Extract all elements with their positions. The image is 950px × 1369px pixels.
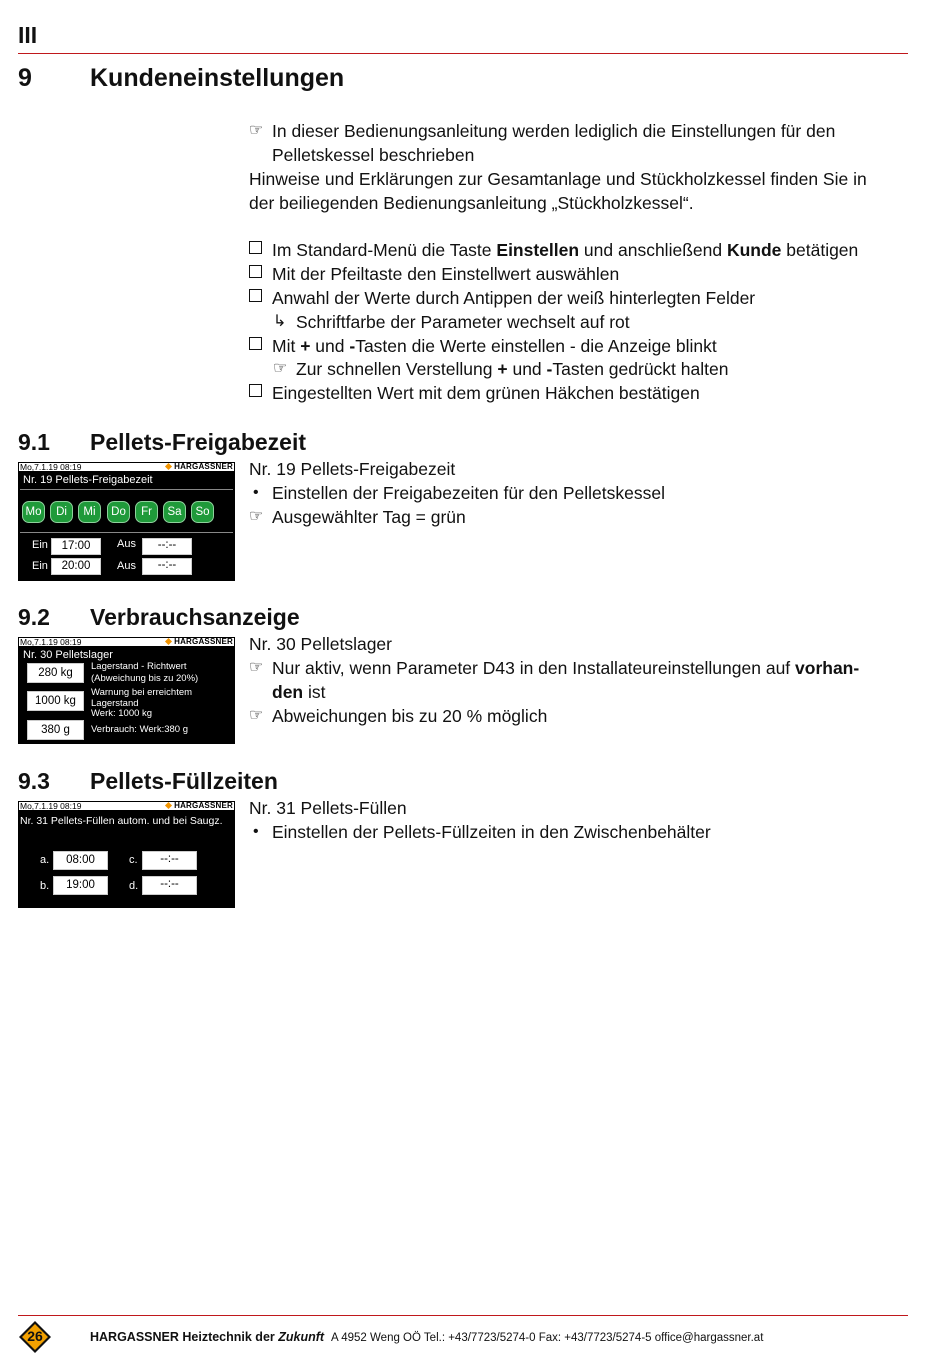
bullet-icon: • (253, 823, 259, 840)
off-time-field-1[interactable]: --:-- (142, 538, 192, 555)
subsection-title: Pellets-Freigabezeit (90, 429, 307, 455)
brand-diamond-icon (165, 802, 172, 809)
warning-level-desc: Warnung bei erreichtem (91, 687, 193, 698)
brand-diamond-icon (165, 463, 172, 470)
subsection-title: Pellets-Füllzeiten (90, 768, 278, 794)
section-title: Kundeneinstellungen (90, 64, 345, 92)
day-button-do[interactable]: Do (107, 501, 130, 523)
brand-logo: HARGASSNER (166, 463, 233, 471)
off-label: Aus (117, 560, 136, 572)
day-button-mi[interactable]: Mi (78, 501, 101, 523)
consumption-field[interactable]: 380 g (27, 720, 84, 740)
intro-line: Pelletskessel beschrieben (272, 145, 475, 165)
pointing-hand-icon: ☞ (273, 360, 288, 377)
brand-logo: HARGASSNER (166, 638, 233, 646)
slot-label-d: d. (129, 880, 139, 892)
off-label: Aus (117, 538, 136, 550)
slot-label-a: a. (40, 854, 50, 866)
intro-line: In dieser Bedienungsanleitung werden lediglich die Einstellungen für den (272, 121, 836, 141)
bullet-icon: • (253, 484, 259, 501)
screen-divider (20, 532, 233, 533)
subsection-title: Verbrauchsanzeige (90, 604, 300, 630)
checkbox-icon (249, 238, 262, 262)
screen-datetime: Mo,7.1.19 08:19 (20, 462, 82, 472)
brand-diamond-icon (165, 638, 172, 645)
bullet-item: Einstellen der Pellets-Füllzeiten in den Zwischenbehälter (272, 822, 711, 842)
storage-level-desc: (Abweichung bis zu 20%) (91, 673, 199, 684)
step-item: Mit der Pfeiltaste den Einstellwert auswählen (272, 264, 620, 284)
fill-time-field-c[interactable]: --:-- (142, 851, 197, 870)
pointing-hand-icon: ☞ (249, 659, 264, 676)
consumption-desc: Verbrauch: Werk:380 g (91, 724, 188, 735)
day-button-fr[interactable]: Fr (135, 501, 158, 523)
screen-title: Nr. 30 Pelletslager (23, 649, 113, 661)
slot-label-c: c. (129, 854, 138, 866)
subsection-number: 9.3 (18, 768, 50, 794)
page-number: 26 (27, 1328, 43, 1344)
day-button-so[interactable]: So (191, 501, 214, 523)
note-item-continued: den ist (272, 682, 326, 702)
storage-level-desc: Lagerstand - Richtwert (91, 661, 187, 672)
checkbox-icon (249, 381, 262, 405)
warning-level-field[interactable]: 1000 kg (27, 691, 84, 711)
brand-logo: HARGASSNER (166, 802, 233, 810)
header-rule (18, 53, 908, 54)
checkbox-icon (249, 334, 262, 358)
storage-level-field[interactable]: 280 kg (27, 663, 84, 683)
screen-title: Nr. 19 Pellets-Freigabezeit (23, 474, 153, 486)
note-item: Nur aktiv, wenn Parameter D43 in den Installateureinstellungen auf vorhan- (272, 658, 860, 678)
warning-level-desc: Lagerstand (91, 698, 139, 709)
pointing-hand-icon: ☞ (249, 508, 264, 525)
day-button-sa[interactable]: Sa (163, 501, 186, 523)
pointing-hand-icon: ☞ (249, 707, 264, 724)
day-button-mo[interactable]: Mo (22, 501, 45, 523)
screen-datetime: Mo,7.1.19 08:19 (20, 801, 82, 811)
step-subitem: Zur schnellen Verstellung + und -Tasten gedrückt halten (296, 359, 729, 379)
chapter-mark: III (18, 22, 38, 48)
screen-pellets-freigabezeit (18, 462, 235, 581)
warning-level-desc: Werk: 1000 kg (91, 708, 153, 719)
step-item: Eingestellten Wert mit dem grünen Häkchen bestätigen (272, 383, 700, 403)
footer-info: HARGASSNER Heiztechnik der Zukunft A 4952 Weng OÖ Tel.: +43/7723/5274-0 Fax: +43/7723/5274-5 office@hargassner.at (90, 1330, 764, 1344)
parameter-heading: Nr. 19 Pellets-Freigabezeit (249, 459, 456, 479)
day-button-di[interactable]: Di (50, 501, 73, 523)
footer-rule (18, 1315, 908, 1316)
fill-time-field-b[interactable]: 19:00 (53, 876, 108, 895)
subsection-number: 9.2 (18, 604, 50, 630)
slot-label-b: b. (40, 880, 50, 892)
on-label: Ein (32, 539, 48, 551)
subsection-number: 9.1 (18, 429, 50, 455)
screen-divider (20, 489, 233, 490)
pointing-hand-icon: ☞ (249, 122, 264, 139)
screen-title: Nr. 31 Pellets-Füllen autom. und bei Saugz. (20, 815, 223, 827)
checkbox-icon (249, 262, 262, 286)
arrow-result-icon: ↳ (273, 313, 287, 330)
screen-status-bar (19, 638, 234, 646)
note-item: Ausgewählter Tag = grün (272, 507, 466, 527)
on-label: Ein (32, 560, 48, 572)
step-item: Im Standard-Menü die Taste Einstellen und anschließend Kunde betätigen (272, 240, 859, 260)
on-time-field-1[interactable]: 17:00 (51, 538, 101, 555)
screen-datetime: Mo,7.1.19 08:19 (20, 637, 82, 647)
screen-pelletslager (18, 637, 235, 744)
screen-status-bar (19, 463, 234, 471)
step-item: Mit + und -Tasten die Werte einstellen - die Anzeige blinkt (272, 336, 717, 356)
intro-line: Hinweise und Erklärungen zur Gesamtanlage und Stückholzkessel finden Sie in (249, 169, 867, 189)
note-item: Abweichungen bis zu 20 % möglich (272, 706, 548, 726)
parameter-heading: Nr. 31 Pellets-Füllen (249, 798, 407, 818)
step-subitem: Schriftfarbe der Parameter wechselt auf rot (296, 312, 630, 332)
fill-time-field-a[interactable]: 08:00 (53, 851, 108, 870)
screen-status-bar (19, 802, 234, 810)
parameter-heading: Nr. 30 Pelletslager (249, 634, 392, 654)
checkbox-icon (249, 286, 262, 310)
step-item: Anwahl der Werte durch Antippen der weiß hinterlegten Felder (272, 288, 756, 308)
on-time-field-2[interactable]: 20:00 (51, 558, 101, 575)
screen-pellets-fuellen (18, 801, 235, 908)
fill-time-field-d[interactable]: --:-- (142, 876, 197, 895)
bullet-item: Einstellen der Freigabezeiten für den Pelletskessel (272, 483, 665, 503)
section-number: 9 (18, 64, 32, 92)
intro-line: der beiliegenden Bedienungsanleitung „Stückholzkessel“. (249, 193, 694, 213)
off-time-field-2[interactable]: --:-- (142, 558, 192, 575)
